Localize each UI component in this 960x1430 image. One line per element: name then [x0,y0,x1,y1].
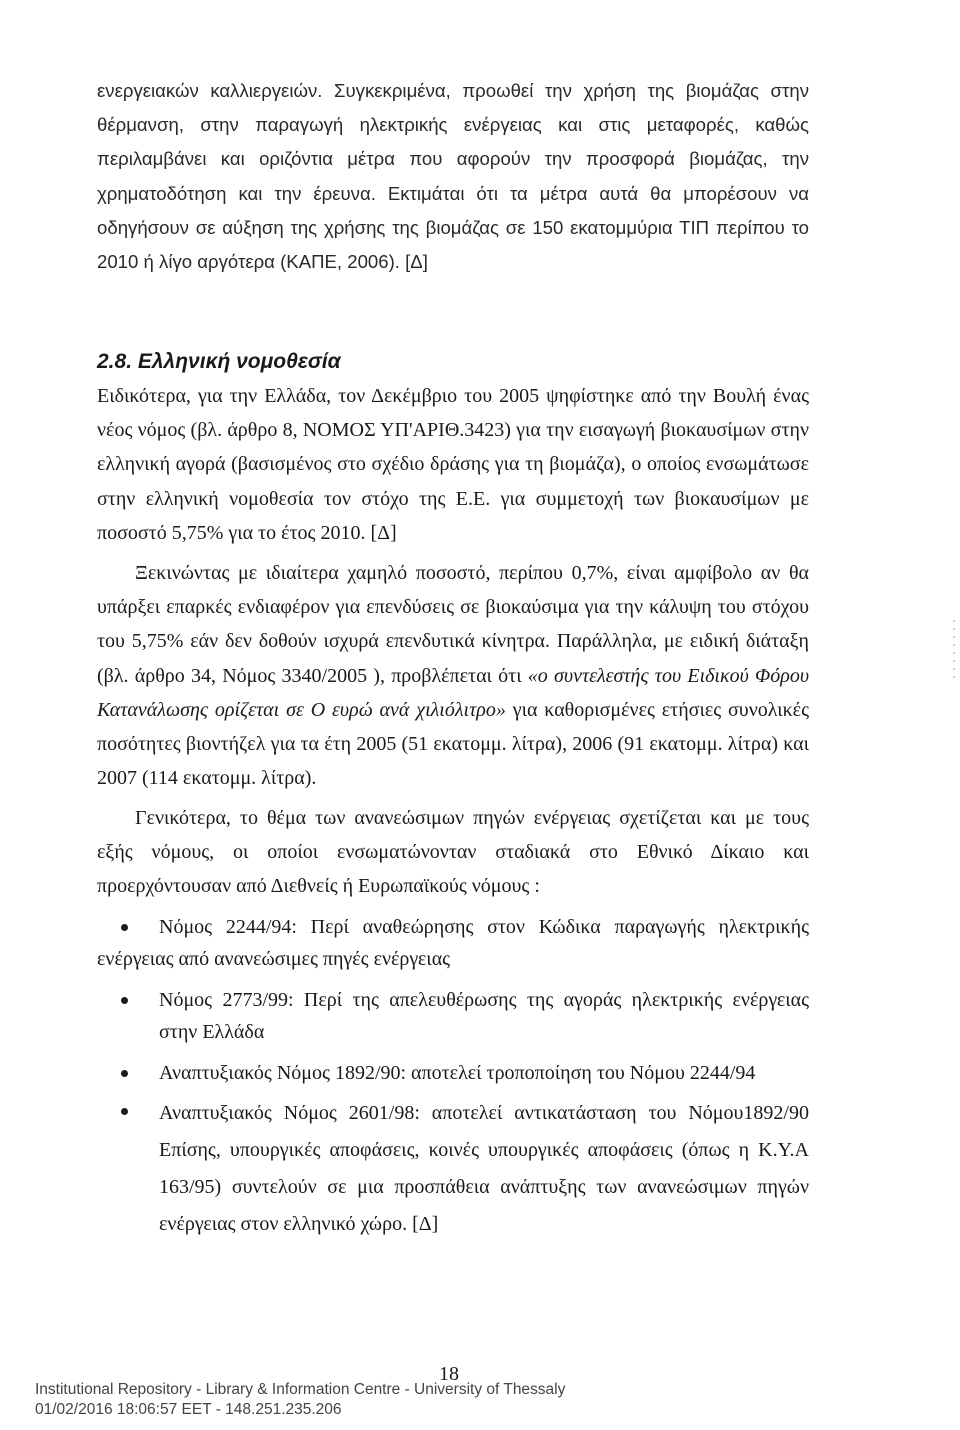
paragraph-biomass-plan: ενεργειακών καλλιεργειών. Συγκεκριμένα, προωθεί την χρήση της βιομάζας στην θέρμανση, στην παραγωγή ηλεκτρικής ενέργειας και στις μεταφορές, καθώς περιλαμβάνει και οριζόντια μέτρα που αφορούν την προσφορά βιομάζας, την χρηματοδότηση και την έρευνα. Εκτιμάται ότι τα μέτρα αυτά θα μπορέσουν να οδηγήσουν σε αύξηση της χρήσης της βιομάζας σε 150 εκατομμύρια ΤΙΠ περίπου το 2010 ή λίγο αργότερα (ΚΑΠΕ, 2006). [Δ] [97,80,809,273]
list-item [97,1057,809,1089]
bullet-icon [121,997,128,1004]
paragraph-biofuel-quote: «ο συντελεστής του Ειδικού Φόρου Κατανάλωσης ορίζεται σε Ο ευρώ ανά χιλιόλιτρο» [97,664,809,721]
list-item [97,911,809,975]
list-item [97,1095,809,1243]
bullet-icon [121,924,128,931]
scan-artifact [953,620,955,680]
section-heading: 2.8. Ελληνική νομοθεσία [97,350,341,373]
paragraph-biofuel-text-2: για καθορισμένες ετήσιες συνολικές ποσότητες βιοντήζελ για τα έτη 2005 (51 εκατομμ. λίτρα), 2006 (91 εκατομμ. λίτρα) και 2007 (114 εκατομμ. λίτρα). [97,698,809,790]
paragraph-renewable-laws: Γενικότερα, το θέμα των ανανεώσιμων πηγών ενέργειας σχετίζεται και με τους εξής νόμους, οι οποίοι ενσωματώνονταν σταδιακά στο Εθνικό Δίκαιο και προερχόντουσαν από Διεθνείς ή Ευρωπαϊκούς νόμους : [97,807,809,898]
list-item-text: Αναπτυξιακός Νόμος 2601/98: αποτελεί αντικατάσταση του Νόμου1892/90 Επίσης, υπουργικές αποφάσεις, κοινές υπουργικές αποφάσεις (όπως η Κ.Υ.Α 163/95) συντελούν σε μια προσπάθεια ανάπτυξης των ανανεώσιμων πηγών ενέργειας στον ελληνικό χώρο. [Δ] [159,1102,809,1235]
footer-timestamp: 01/02/2016 18:06:57 EET - 148.251.235.206 [35,1401,342,1418]
paragraph-biofuel-text-1: Ξεκινώντας με ιδιαίτερα χαμηλό ποσοστό, περίπου 0,7%, είναι αμφίβολο αν θα υπάρξει επαρκές ενδιαφέρον για επενδύσεις σε βιοκαύσιμα για την κάλυψη του στόχου του 5,75% εάν δεν δοθούν ισχυρά επενδυτικά κίνητρα. Παράλληλα, με ειδική διάταξη (βλ. άρθρο 34, Νόμος 3340/2005 ), προβλέπεται ότι [97,562,809,687]
paragraph-greek-law: Ειδικότερα, για την Ελλάδα, τον Δεκέμβριο του 2005 ψηφίστηκε από την Βουλή ένας νέος νόμος (βλ. άρθρο 8, ΝΟΜΟΣ ΥΠ'ΑΡΙΘ.3423) για την εισαγωγή βιοκαυσίμων στην ελληνική αγορά (βασισμένος στο σχέδιο δράσης για τη βιομάζα), ο οποίος ενσωμάτωσε στην ελληνική νομοθεσία τον στόχο της Ε.Ε. για συμμετοχή των βιοκαυσίμων με ποσοστό 5,75% για το έτος 2010. [Δ] [97,385,809,544]
list-item-text: Νόμος 2244/94: Περί αναθεώρησης στον Κώδικα παραγωγής ηλεκτρικής ενέργειας από ανανεώσιμες πηγές ενέργειας [97,916,809,970]
bullet-icon [121,1108,128,1115]
list-item-text: Αναπτυξιακός Νόμος 1892/90: αποτελεί τροποποίηση του Νόμου 2244/94 [159,1062,756,1084]
paragraph-biofuel-target [97,556,809,795]
list-item [97,984,809,1048]
list-item-text: Νόμος 2773/99: Περί της απελευθέρωσης της αγοράς ηλεκτρικής ενέργειας στην Ελλάδα [159,989,809,1043]
footer-repository: Institutional Repository - Library & Information Centre - University of Thessaly [35,1381,566,1398]
page-number: 18 [439,1363,459,1385]
bullet-icon [121,1070,128,1077]
